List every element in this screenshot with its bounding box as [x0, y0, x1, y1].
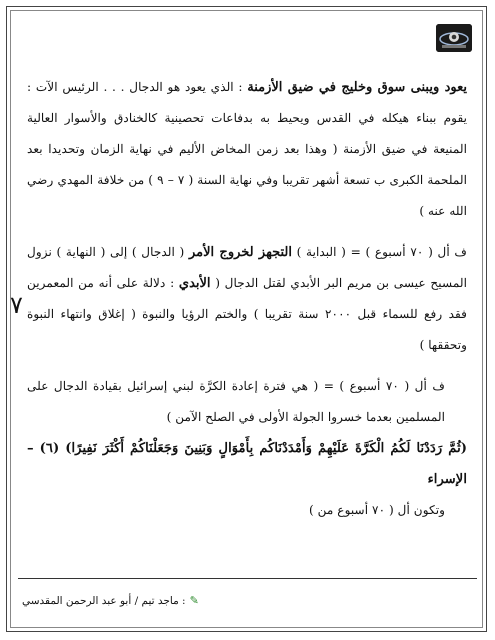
paragraph-2-part-1: ف أل ( ٧٠ أسبوع ) = ( البداية ) [296, 245, 468, 259]
paragraph-1-lead: يعود ويبنى سوق وخليج في ضيق الأزمنة [247, 80, 468, 95]
pen-icon: ✎ [189, 594, 199, 607]
page-number: ٧ [10, 291, 23, 319]
paragraph-1 [27, 72, 467, 227]
document-body [27, 72, 467, 526]
paragraph-2-bold-2: الأبدي [178, 276, 211, 291]
footer-divider [18, 578, 477, 579]
quran-verse: (ثُمَّ رَدَدْنَا لَكُمُ الْكَرَّةَ عَلَيْهِمْ وَأَمْدَدْنَاكُم بِأَمْوَالٍ وَبَنِينَ وَجَعَلْنَاكُمْ أَكْثَرَ نَفِيرًا) (٦) – الإسراء [27, 441, 467, 487]
logo-icon [436, 24, 472, 52]
paragraph-2-bold-1: التجهز لخروج الأمر [188, 245, 292, 260]
paragraph-2-part-3: : دلالة على أنه من المعمرين فقد رفع للسماء قبل ٢٠٠٠ سنة تقريبا ) والختم الرؤيا والنبوة ( إغلاق وانتهاء النبوة وتحققها ) [27, 276, 467, 352]
paragraph-4: وتكون أل ( ٧٠ أسبوع من ) [309, 503, 445, 517]
footer-author: : ماجد تيم / أبو عبد الرحمن المقدسي [22, 594, 186, 607]
paragraph-2-part-2: ( الدجال ) إلى ( النهاية ) نزول المسيح عيسى بن مريم البر الأبدي لقتل الدجال ( [27, 245, 467, 290]
paragraph-1-text: : الذي يعود هو الدجال . . . الرئيس الآت : يقوم ببناء هيكله في القدس ويحيط به بدفاعات تحصينية كالخنادق والأسوار العالية المنيعة في ضيق الأزمنة ( وهذا بعد زمن المخاض الأليم في نهاية الزمان وتحديدا بعد الملحمة الكبرى ب تسعة أشهر تقريبا وفي نهاية السنة ( ٧ – ٩ ) من خلافة المهدي رضي الله عنه ) [27, 80, 467, 218]
footer [22, 594, 199, 607]
paragraph-2 [27, 237, 467, 361]
paragraph-3: ف أل ( ٧٠ أسبوع ) = ( هي فترة إعادة الكرَّة لبني إسرائيل بقيادة الدجال على المسلمين بعدما خسروا الجولة الأولى في الصلح الآمن ) [27, 379, 445, 424]
